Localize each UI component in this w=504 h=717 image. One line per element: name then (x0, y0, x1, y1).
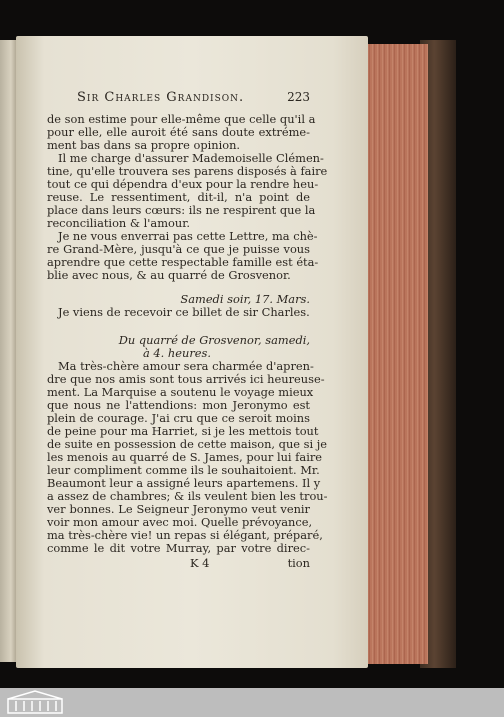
signature-mark: K 4 (190, 556, 210, 570)
running-header (47, 90, 310, 106)
text-line: aprendre que cette respectable famille est éta- (47, 255, 319, 269)
dateline: à 4. heures. (143, 346, 211, 360)
text-line: Il me charge d'assurer Mademoiselle Clémen- (58, 151, 324, 165)
text-line: place dans leurs cœurs: ils ne respirent que la (47, 203, 316, 217)
dateline: Samedi soir, 17. Mars. (180, 292, 310, 306)
text-line: Je ne vous enverrai pas cette Lettre, ma chè- (58, 229, 318, 243)
dateline: Du quarré de Grosvenor, samedi, (118, 333, 310, 347)
footer-bar (0, 688, 504, 717)
running-title: Sir Charles Grandison. (77, 90, 245, 105)
text-line: ment bas dans sa propre opinion. (47, 138, 241, 152)
text-line: comme le dit votre Murray, par votre direc- (47, 541, 310, 555)
page-fore-edge (366, 44, 428, 664)
text-line: blie avec nous, & au quarré de Grosvenor. (47, 268, 291, 282)
text-line: que nous ne l'attendions: mon Jeronymo est (47, 398, 310, 412)
text-line: Beaumont leur a assigné leurs apartemens. Il y (47, 476, 321, 490)
text-line: ver bonnes. Le Seigneur Jeronymo veut venir (47, 502, 310, 516)
note-line: Je viens de recevoir ce billet de sir Charles. (58, 305, 310, 319)
catchword: tion (287, 556, 310, 570)
text-line: tine, qu'elle trouvera ses parens disposés à faire (47, 164, 328, 178)
text-line: Ma très-chère amour sera charmée d'apren- (58, 359, 314, 373)
text-line: de son estime pour elle-même que celle qu'il a (47, 112, 316, 126)
text-line: pour elle, elle auroit été sans doute extréme- (47, 125, 310, 139)
library-logo-icon (6, 689, 64, 715)
text-line: de peine pour ma Harriet, si je les mettois tout (47, 424, 319, 438)
text-line: les menois au quarré de S. James, pour lui faire (47, 450, 323, 464)
text-line: reconciliation & l'amour. (47, 216, 191, 230)
text-line: voir mon amour avec moi. Quelle prévoyance, (47, 515, 313, 529)
text-line: a assez de chambres; & ils veulent bien les trou- (47, 489, 328, 503)
page-number: 223 (287, 90, 310, 104)
text-line: de suite en possession de cette maison, que si je (47, 437, 328, 451)
text-line: re Grand-Mère, jusqu'à ce que je puisse vous (47, 242, 310, 256)
text-line: leur compliment comme ils le souhaitoient. Mr. (47, 463, 320, 477)
text-line: ment. La Marquise a soutenu le voyage mieux (47, 385, 314, 399)
text-line: reuse. Le ressentiment, dit-il, n'a point de (47, 190, 310, 204)
text-line: ma très-chère vie! un repas si élégant, préparé, (47, 528, 323, 542)
text-line: dre que nos amis sont tous arrivés ici heureuse- (47, 372, 325, 386)
text-line: tout ce qui dépendra d'eux pour la rendre heu- (47, 177, 319, 191)
text-line: plein de courage. J'ai cru que ce seroit moins (47, 411, 310, 425)
